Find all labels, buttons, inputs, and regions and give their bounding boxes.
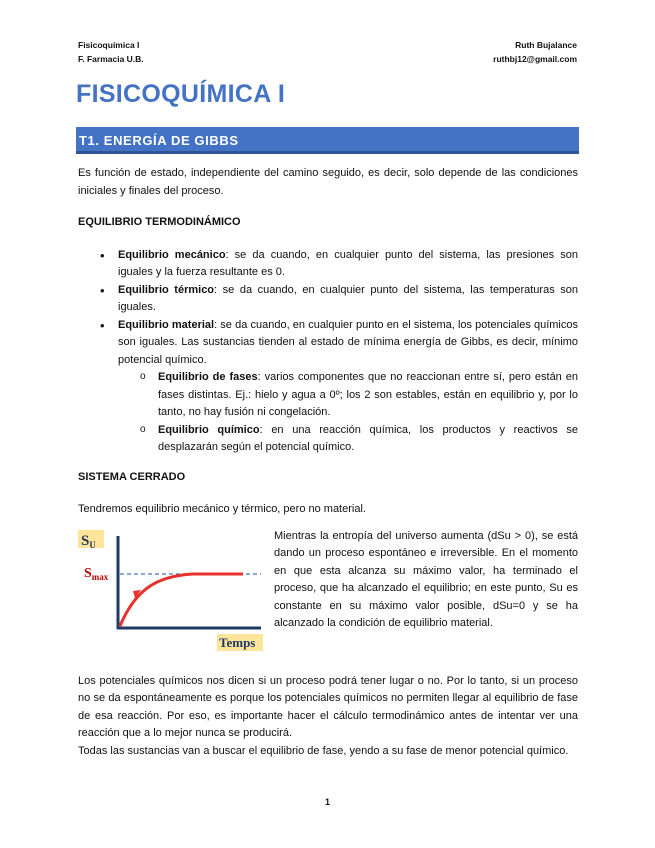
header-left [78,38,144,66]
header-course: Fisicoquímica I [78,40,140,50]
list-item [78,317,578,457]
term-material: Equilibrio material [118,318,215,331]
smax-label-main: S [84,565,92,581]
heading-sistema: SISTEMA CERRADO [78,470,186,483]
temps-label: Temps [219,634,256,650]
entropy-graph [78,528,263,671]
desc-mecanico: : se da cuando, en cualquier punto del sistema, las presiones son iguales y la fuerza resultante es 0. [118,248,578,278]
term-termico: Equilibrio térmico [118,283,215,296]
term-quimico: Equilibrio químico [158,423,260,436]
document-title: FISICOQUÍMICA I [76,80,286,108]
header-email: ruthbj12@gmail.com [493,54,577,64]
section-band: T1. ENERGÍA DE GIBBS [76,127,579,154]
intro-paragraph: Es función de estado, independiente del camino seguido, es decir, solo depende de las condiciones iniciales y finales del proceso. [78,167,578,197]
graph-description: Mientras la entropía del universo aumenta (dSu > 0), se está dando un proceso espontáneo e irreversible. En el momento en que esta alcanza su máximo valor, ha terminado el proceso, que ha alcanzado el equilibrio; en este punto, Su es constante en su máximo valor posible, dSu=0 y se ha alcanzado la condición de equilibrio material. [274,529,578,629]
list-item [78,247,578,282]
su-label-main: S [81,532,90,549]
graph-row [78,528,578,671]
sistema-lead: Tendremos equilibrio mecánico y térmico, pero no material. [78,503,366,515]
equilibrio-list [78,247,578,457]
list-item [78,282,578,317]
closing-paragraph-2: Todas las sustancias van a buscar el equilibrio de fase, yendo a su fase de menor potencial químico. [78,744,569,757]
closing-paragraph-1: Los potenciales químicos nos dicen si un proceso podrá tener lugar o no. Por lo tanto, si un proceso no se da espontáneamente es porque los potenciales químicos no permiten llegar al equilibrio de fase de esa reacción. Por eso, es importante hacer el cálculo termodinámico antes de intentar ver una reacción que a lo mejor nunca se producirá. [78,674,578,739]
page-number: 1 [324,797,330,807]
smax-label-sub: max [91,571,109,582]
desc-material: : se da cuando, en cualquier punto en el sistema, los potenciales químicos son iguales. Las sustancias tienden al estado de mínima energía de Gibbs, es decir, mínimo potencial químico. [118,318,578,366]
desc-fases: : varios componentes que no reaccionan entre sí, pero están en fases distintas. Ej.: hielo y agua a 0º; los 2 son estables, están en equilibrio y, por lo tanto, no hay fusión ni congelación. [158,371,579,418]
header-right [493,38,577,66]
header-author: Ruth Bujalance [515,40,577,50]
list-item [118,422,578,457]
list-item [118,369,578,422]
entropy-curve [120,574,243,626]
desc-termico: : se da cuando, en cualquier punto del sistema, las temperaturas son iguales. [118,283,578,313]
term-fases: Equilibrio de fases [158,371,258,383]
document-body [78,165,578,760]
header-faculty: F. Farmacia U.B. [78,54,144,64]
material-sublist [118,369,578,457]
smax-label [84,566,109,582]
desc-quimico: : en una reacción química, los productos y reactivos se desplazarán según el potencial químico. [158,423,578,453]
heading-equilibrio: EQUILIBRIO TERMODINÁMICO [78,216,241,228]
term-mecanico: Equilibrio mecánico [118,248,226,261]
su-label-sub: U [89,539,96,550]
